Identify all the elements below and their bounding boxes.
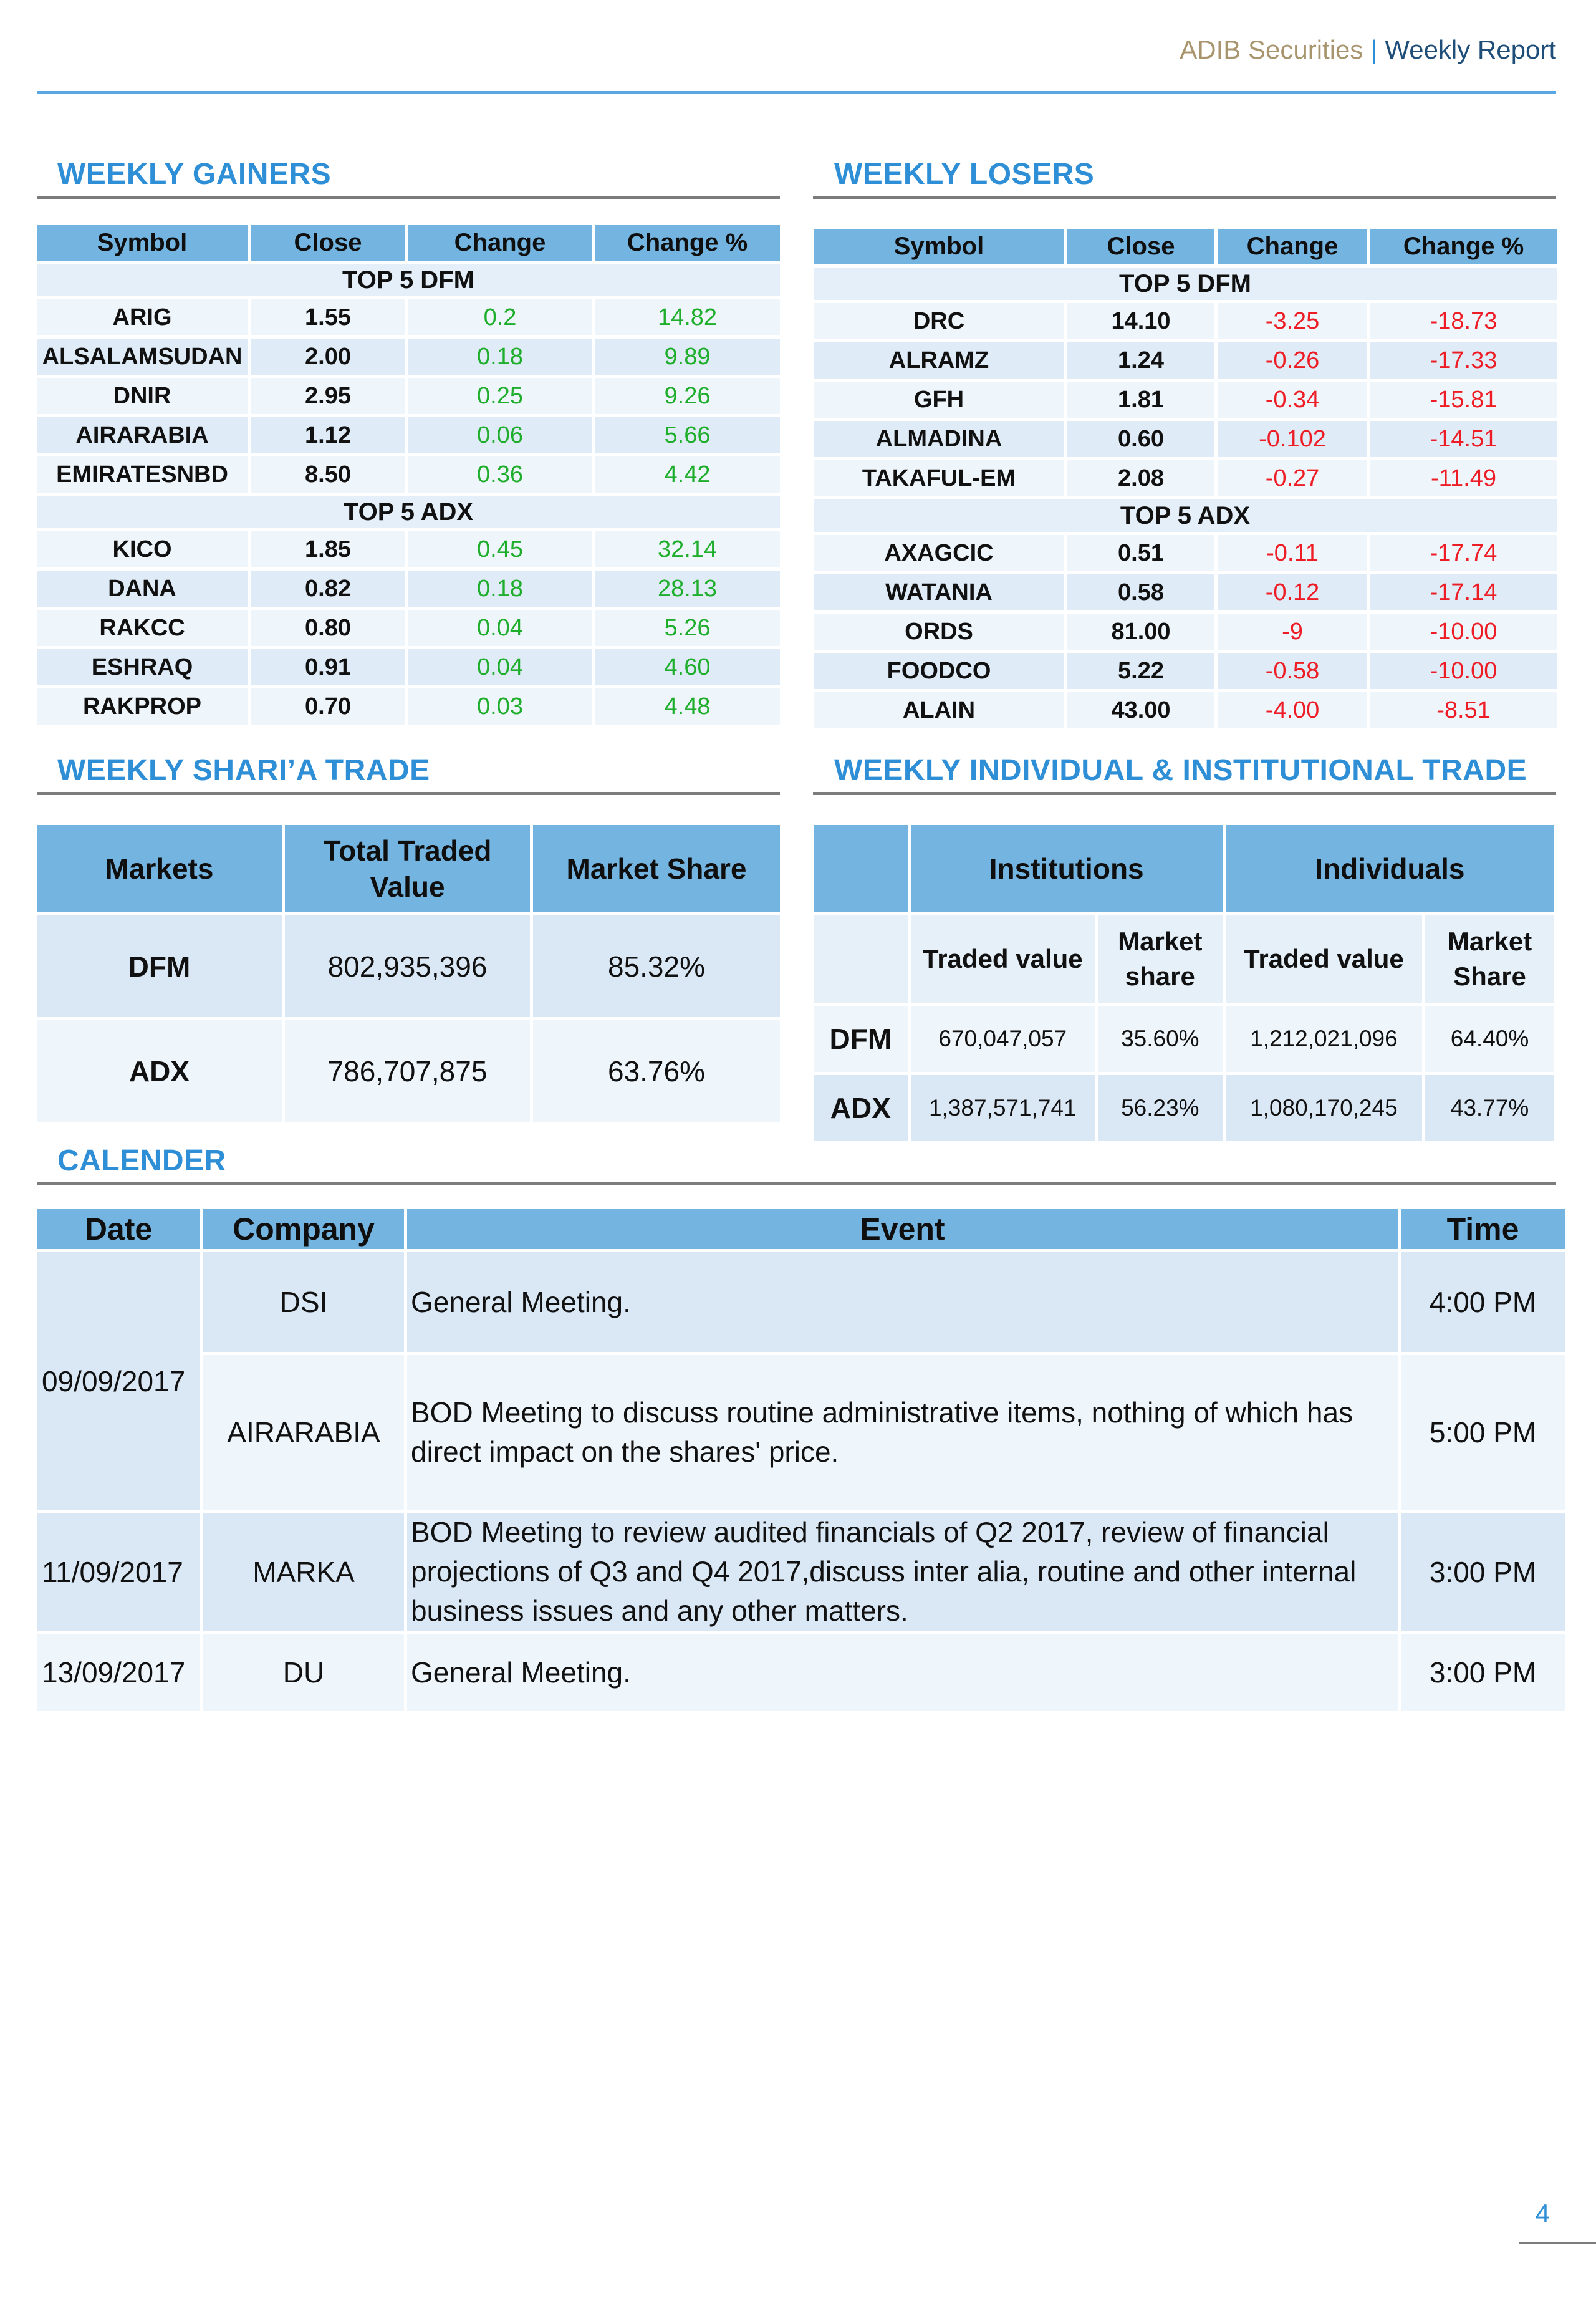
table-row: [814, 653, 1557, 689]
close-cell: 1.81: [1067, 382, 1214, 418]
org-name: ADIB Securities: [1180, 35, 1363, 64]
change-pct-cell: 4.42: [595, 456, 780, 493]
inst-market-share-cell: 56.23%: [1098, 1075, 1223, 1141]
company-cell: DU: [203, 1634, 404, 1711]
change-pct-cell: -8.51: [1370, 692, 1557, 728]
institutions-header: Institutions: [911, 825, 1223, 912]
symbol-cell: ESHRAQ: [37, 649, 248, 685]
calendar-col-event: Event: [407, 1209, 1398, 1249]
losers-table: [810, 226, 1560, 731]
traded-value-cell: 786,707,875: [285, 1020, 530, 1122]
close-cell: 0.58: [1067, 574, 1214, 610]
table-row: [814, 342, 1557, 379]
close-cell: 2.95: [251, 378, 405, 414]
change-cell: -0.102: [1218, 421, 1367, 457]
close-cell: 1.85: [251, 531, 405, 567]
losers-col-change-pct: Change %: [1370, 229, 1557, 264]
change-pct-cell: -10.00: [1370, 653, 1557, 689]
date-cell: 09/09/2017: [37, 1252, 200, 1510]
table-row: [37, 688, 780, 725]
gainers-header-row: [37, 225, 780, 261]
table-row: [37, 378, 780, 414]
change-pct-cell: -15.81: [1370, 382, 1557, 418]
losers-group-dfm: TOP 5 DFM: [814, 268, 1557, 300]
symbol-cell: DNIR: [37, 378, 248, 414]
change-cell: -0.12: [1218, 574, 1367, 610]
header-divider: [37, 91, 1556, 94]
change-pct-cell: 32.14: [595, 531, 780, 567]
close-cell: 0.91: [251, 649, 405, 685]
close-cell: 2.00: [251, 339, 405, 375]
table-row: [37, 1020, 780, 1122]
close-cell: 14.10: [1067, 303, 1214, 339]
calendar-title: CALENDER: [57, 1144, 226, 1177]
change-pct-cell: -11.49: [1370, 460, 1557, 496]
close-cell: 5.22: [1067, 653, 1214, 689]
sharia-title: WEEKLY SHARI’A TRADE: [57, 754, 430, 787]
table-row: [37, 1252, 1565, 1352]
indiv-traded-value-cell: 1,212,021,096: [1226, 1006, 1422, 1072]
losers-title: WEEKLY LOSERS: [834, 158, 1095, 191]
symbol-cell: RAKCC: [37, 610, 248, 646]
inst-market-share-cell: 35.60%: [1098, 1006, 1223, 1072]
losers-divider: [813, 196, 1556, 199]
change-cell: 0.03: [408, 688, 592, 725]
table-row: [37, 1634, 1565, 1711]
gainers-col-close: Close: [251, 225, 405, 261]
calendar-col-company: Company: [203, 1209, 404, 1249]
date-cell: 11/09/2017: [37, 1513, 200, 1631]
close-cell: 1.55: [251, 299, 405, 335]
market-cell: ADX: [37, 1020, 282, 1122]
symbol-cell: ALAIN: [814, 692, 1064, 728]
company-cell: AIRARABIA: [203, 1355, 404, 1510]
table-row: [37, 610, 780, 646]
institutional-title: WEEKLY INDIVIDUAL & INSTITUTIONAL TRADE: [834, 754, 1527, 787]
table-row: [814, 574, 1557, 610]
institutional-subheader-row: [814, 915, 1554, 1003]
change-pct-cell: 28.13: [595, 571, 780, 607]
table-row: [814, 1006, 1554, 1072]
symbol-cell: RAKPROP: [37, 688, 248, 725]
change-cell: -0.58: [1218, 653, 1367, 689]
sharia-divider: [37, 792, 780, 795]
event-cell: BOD Meeting to discuss routine administrative items, nothing of which has direct impact on the shares' price.: [407, 1355, 1398, 1510]
table-row: [37, 299, 780, 335]
time-cell: 3:00 PM: [1401, 1513, 1565, 1631]
change-cell: 0.04: [408, 610, 592, 646]
symbol-cell: ARIG: [37, 299, 248, 335]
report-header: [1180, 35, 1556, 65]
gainers-col-change-pct: Change %: [595, 225, 780, 261]
symbol-cell: DANA: [37, 571, 248, 607]
sharia-col-total-traded: Total Traded Value: [285, 825, 530, 912]
change-pct-cell: 14.82: [595, 299, 780, 335]
change-pct-cell: 9.26: [595, 378, 780, 414]
institutional-header-row: [814, 825, 1554, 912]
symbol-cell: WATANIA: [814, 574, 1064, 610]
table-row: [814, 421, 1557, 457]
close-cell: 2.08: [1067, 460, 1214, 496]
gainers-group-dfm: TOP 5 DFM: [37, 264, 780, 296]
gainers-col-symbol: Symbol: [37, 225, 248, 261]
table-row: [37, 915, 780, 1017]
table-row: [814, 382, 1557, 418]
change-cell: 0.06: [408, 417, 592, 453]
individuals-header: Individuals: [1226, 825, 1554, 912]
change-cell: 0.04: [408, 649, 592, 685]
date-cell: 13/09/2017: [37, 1634, 200, 1711]
symbol-cell: AIRARABIA: [37, 417, 248, 453]
symbol-cell: TAKAFUL-EM: [814, 460, 1064, 496]
time-cell: 5:00 PM: [1401, 1355, 1565, 1510]
traded-value-cell: 802,935,396: [285, 915, 530, 1017]
table-row: [814, 692, 1557, 728]
gainers-title: WEEKLY GAINERS: [57, 158, 332, 191]
company-cell: MARKA: [203, 1513, 404, 1631]
close-cell: 0.51: [1067, 535, 1214, 571]
inst-market-share-col: Market share: [1098, 915, 1223, 1003]
gainers-divider: [37, 196, 780, 199]
close-cell: 1.24: [1067, 342, 1214, 379]
header-separator: |: [1370, 35, 1378, 64]
close-cell: 0.80: [251, 610, 405, 646]
table-row: [814, 460, 1557, 496]
table-row: [814, 303, 1557, 339]
indiv-market-share-cell: 64.40%: [1425, 1006, 1554, 1072]
symbol-cell: KICO: [37, 531, 248, 567]
table-row: [37, 571, 780, 607]
change-pct-cell: 5.66: [595, 417, 780, 453]
inst-traded-value-cell: 1,387,571,741: [911, 1075, 1095, 1141]
losers-col-change: Change: [1218, 229, 1367, 264]
market-cell: DFM: [37, 915, 282, 1017]
close-cell: 81.00: [1067, 614, 1214, 650]
calendar-col-time: Time: [1401, 1209, 1565, 1249]
close-cell: 0.60: [1067, 421, 1214, 457]
event-cell: General Meeting.: [407, 1252, 1398, 1352]
change-cell: 0.2: [408, 299, 592, 335]
symbol-cell: EMIRATESNBD: [37, 456, 248, 493]
table-row: [37, 649, 780, 685]
change-pct-cell: 4.60: [595, 649, 780, 685]
change-pct-cell: -17.14: [1370, 574, 1557, 610]
change-pct-cell: 9.89: [595, 339, 780, 375]
close-cell: 43.00: [1067, 692, 1214, 728]
sharia-col-markets: Markets: [37, 825, 282, 912]
calendar-table: [34, 1206, 1568, 1714]
market-cell: ADX: [814, 1075, 908, 1141]
gainers-table: [34, 222, 783, 728]
change-cell: 0.36: [408, 456, 592, 493]
institutional-table: [810, 822, 1557, 1144]
event-cell: General Meeting.: [407, 1634, 1398, 1711]
losers-col-close: Close: [1067, 229, 1214, 264]
table-row: [37, 1513, 1565, 1631]
table-row: [814, 1075, 1554, 1141]
symbol-cell: ALSALAMSUDAN: [37, 339, 248, 375]
company-cell: DSI: [203, 1252, 404, 1352]
close-cell: 0.70: [251, 688, 405, 725]
symbol-cell: AXAGCIC: [814, 535, 1064, 571]
inst-traded-value-cell: 670,047,057: [911, 1006, 1095, 1072]
sharia-header-row: [37, 825, 780, 912]
change-cell: -0.11: [1218, 535, 1367, 571]
change-cell: 0.45: [408, 531, 592, 567]
change-cell: -4.00: [1218, 692, 1367, 728]
calendar-divider: [37, 1182, 1556, 1185]
change-pct-cell: 5.26: [595, 610, 780, 646]
indiv-market-share-col: Market Share: [1425, 915, 1554, 1003]
change-pct-cell: -17.33: [1370, 342, 1557, 379]
market-share-cell: 63.76%: [533, 1020, 780, 1122]
footer-divider: [1519, 2242, 1596, 2244]
symbol-cell: GFH: [814, 382, 1064, 418]
table-row: [814, 535, 1557, 571]
change-cell: 0.18: [408, 339, 592, 375]
time-cell: 3:00 PM: [1401, 1634, 1565, 1711]
table-row: [37, 531, 780, 567]
sharia-table: [34, 822, 783, 1125]
calendar-col-date: Date: [37, 1209, 200, 1249]
close-cell: 0.82: [251, 571, 405, 607]
change-pct-cell: -10.00: [1370, 614, 1557, 650]
market-cell: DFM: [814, 1006, 908, 1072]
event-cell: BOD Meeting to review audited financials of Q2 2017, review of financial projections of Q3 and Q4 2017,discuss inter alia, routine and other internal business issues and any other matters.: [407, 1513, 1398, 1631]
losers-col-symbol: Symbol: [814, 229, 1064, 264]
change-cell: -9: [1218, 614, 1367, 650]
change-cell: -0.34: [1218, 382, 1367, 418]
change-cell: 0.18: [408, 571, 592, 607]
inst-traded-value-col: Traded value: [911, 915, 1095, 1003]
change-pct-cell: -14.51: [1370, 421, 1557, 457]
change-cell: -0.26: [1218, 342, 1367, 379]
losers-group-adx: TOP 5 ADX: [814, 499, 1557, 532]
sharia-col-market-share: Market Share: [533, 825, 780, 912]
close-cell: 8.50: [251, 456, 405, 493]
symbol-cell: ORDS: [814, 614, 1064, 650]
page-number: 4: [1535, 2199, 1550, 2228]
blank-header-cell: [814, 825, 908, 912]
change-cell: 0.25: [408, 378, 592, 414]
blank-subheader-cell: [814, 915, 908, 1003]
market-share-cell: 85.32%: [533, 915, 780, 1017]
gainers-col-change: Change: [408, 225, 592, 261]
table-row: [37, 339, 780, 375]
symbol-cell: ALRAMZ: [814, 342, 1064, 379]
table-row: [37, 417, 780, 453]
change-cell: -3.25: [1218, 303, 1367, 339]
losers-header-row: [814, 229, 1557, 264]
calendar-header-row: [37, 1209, 1565, 1249]
change-pct-cell: -17.74: [1370, 535, 1557, 571]
table-row: [37, 1355, 1565, 1510]
time-cell: 4:00 PM: [1401, 1252, 1565, 1352]
indiv-traded-value-col: Traded value: [1226, 915, 1422, 1003]
indiv-market-share-cell: 43.77%: [1425, 1075, 1554, 1141]
change-cell: -0.27: [1218, 460, 1367, 496]
report-name: Weekly Report: [1385, 35, 1556, 64]
change-pct-cell: 4.48: [595, 688, 780, 725]
symbol-cell: ALMADINA: [814, 421, 1064, 457]
symbol-cell: FOODCO: [814, 653, 1064, 689]
symbol-cell: DRC: [814, 303, 1064, 339]
table-row: [814, 614, 1557, 650]
gainers-group-adx: TOP 5 ADX: [37, 496, 780, 528]
change-pct-cell: -18.73: [1370, 303, 1557, 339]
institutional-divider: [813, 792, 1556, 795]
indiv-traded-value-cell: 1,080,170,245: [1226, 1075, 1422, 1141]
close-cell: 1.12: [251, 417, 405, 453]
table-row: [37, 456, 780, 493]
